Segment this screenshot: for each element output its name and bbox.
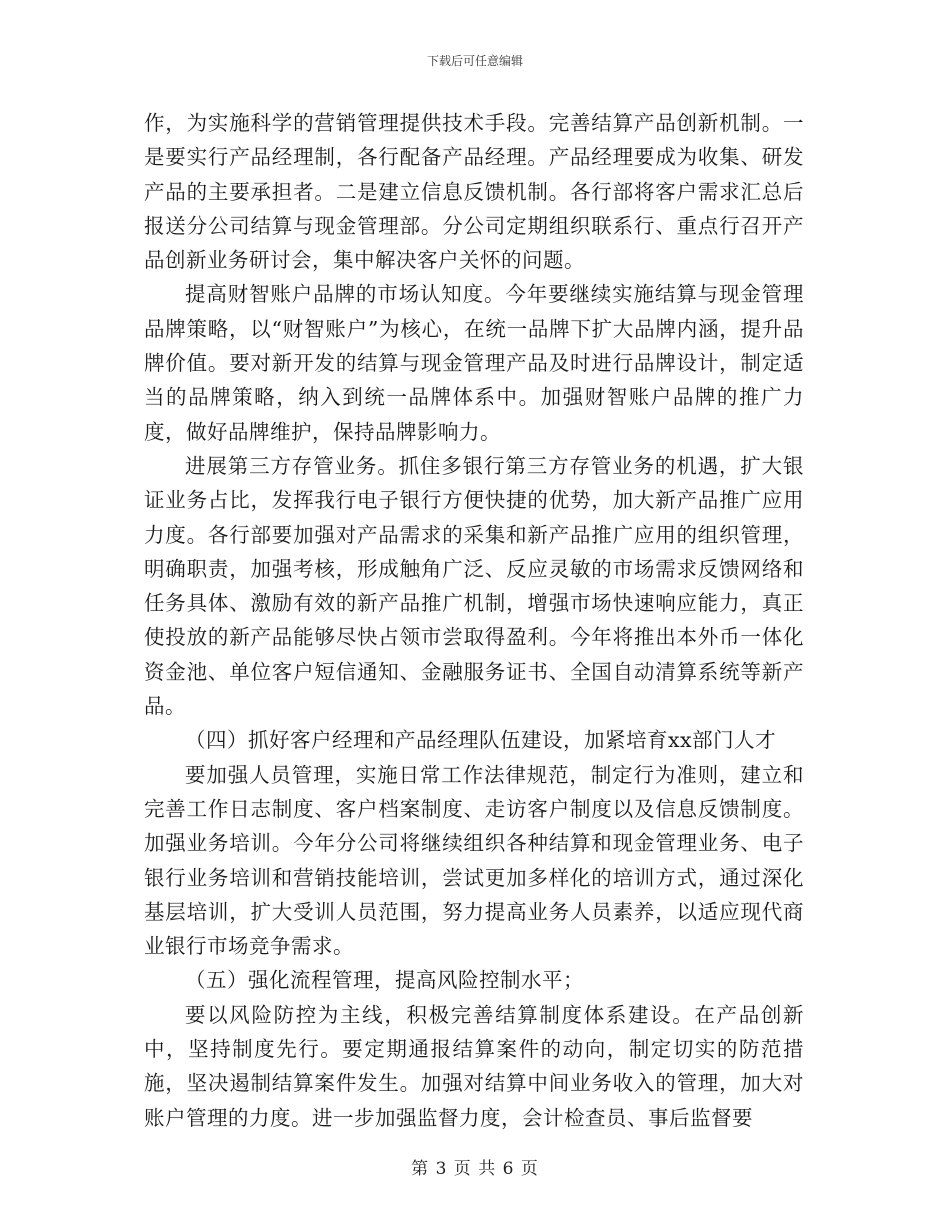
section-heading-4: （四）抓好客户经理和产品经理队伍建设，加紧培育xx部门人才 [185,728,777,753]
paragraph-3: 进展第三方存管业务。抓住多银行第三方存管业务的机遇，扩大银证业务占比，发挥我行电子银行方便快捷的优势，加大新产品推广应用力度。各行部要加强对产品需求的采集和新产品推广应用的组织管理，明确职责，加强考核，形成触角广泛、反应灵敏的市场需求反馈网络和任务具体、激励有效的新产品推广机制，增强市场快速响应能力，真正使投放的新产品能够尽快占领市尝取得盈利。今年将推出本外币一体化资金池、单位客户短信通知、金融服务证书、全国自动清算系统等新产品。 [144,453,804,719]
paragraph-6: 要以风险防控为主线，积极完善结算制度体系建设。在产品创新中，坚持制度先行。要定期通报结算案件的动向，制定切实的防范措施，坚决遏制结算案件发生。加强对结算中间业务收入的管理，加大对账户管理的力度。进一步加强监督力度，会计检查员、事后监督要 [144,1002,804,1130]
page-header: 下载后可任意编辑 [426,54,523,68]
section-heading-5: （五）强化流程管理，提高风险控制水平； [185,968,584,993]
paragraph-5: 要加强人员管理，实施日常工作法律规范，制定行为准则，建立和完善工作日志制度、客户档案制度、走访客户制度以及信息反馈制度。加强业务培训。今年分公司将继续组织各种结算和现金管理业务、电子银行业务培训和营销技能培训，尝试更加多样化的培训方式，通过深化基层培训，扩大受训人员范围，努力提高业务人员素养，以适应现代商业银行市场竞争需求。 [144,762,804,959]
paragraph-2: 提高财智账户品牌的市场认知度。今年要继续实施结算与现金管理品牌策略，以“财智账户”为核心，在统一品牌下扩大品牌内涵，提升品牌价值。要对新开发的结算与现金管理产品及时进行品牌设计，制定适当的品牌策略，纳入到统一品牌体系中。加强财智账户品牌的推广力度，做好品牌维护，保持品牌影响力。 [144,282,804,444]
paragraph-1: 作，为实施科学的营销管理提供技术手段。完善结算产品创新机制。一是要实行产品经理制，各行配备产品经理。产品经理要成为收集、研发产品的主要承担者。二是建立信息反馈机制。各行部将客户需求汇总后报送分公司结算与现金管理部。分公司定期组织联系行、重点行召开产品创新业务研讨会，集中解决客户关怀的问题。 [144,111,804,273]
page-number-footer: 第 3 页 共 6 页 [411,1159,539,1179]
document-body [144,106,804,1135]
